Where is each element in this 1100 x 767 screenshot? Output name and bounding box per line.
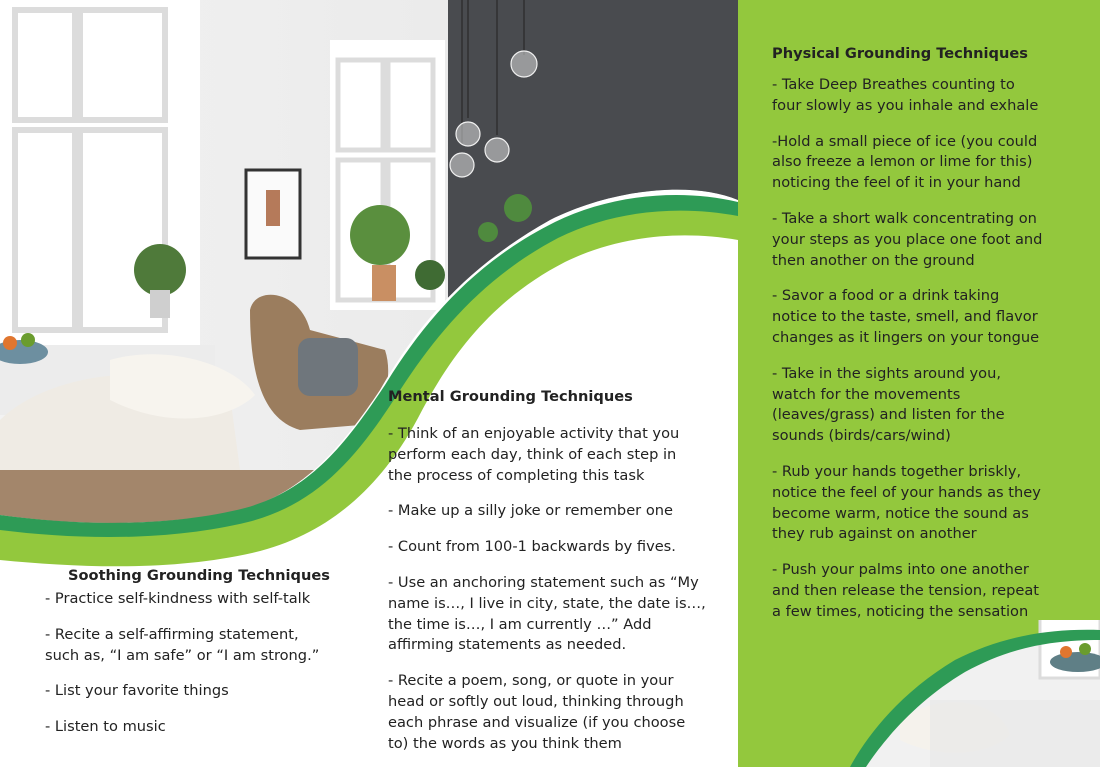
list-item: - Take in the sights around you, watch for the movements (leaves/grass) and listen for the sounds (birds/cars/wind) [772, 364, 1005, 445]
list-item: - List your favorite things [45, 682, 229, 700]
physical-heading: Physical Grounding Techniques [772, 45, 1028, 62]
soothing-heading: Soothing Grounding Techniques [68, 567, 330, 584]
list-item: - Take Deep Breathes counting to four slowly as you inhale and exhale [772, 76, 1039, 114]
mental-section [388, 387, 726, 767]
list-item: - Make up a silly joke or remember one [388, 502, 673, 520]
list-item: - Practice self-kindness with self-talk [45, 590, 311, 607]
list-item: - Listen to music [45, 718, 166, 736]
list-item: - Take a short walk concentrating on your steps as you place one foot and then another on the ground [772, 209, 1043, 269]
list-item: - Recite a poem, song, or quote in your head or softly out loud, thinking through each phrase and visualize (if you choose to) the words as you think them [388, 672, 686, 752]
list-item: - Recite a self-affirming statement, such as, “I am safe” or “I am strong.” [45, 625, 320, 664]
list-item: -Hold a small piece of ice (you could also freeze a lemon or lime for this) noticing the feel of it in your hand [772, 132, 1038, 192]
soothing-section [45, 566, 365, 753]
list-item: - Count from 100-1 backwards by fives. [388, 538, 676, 556]
list-item: - Use an anchoring statement such as “My name is…, I live in city, state, the date is…, the time is…, I am currently …” Add affirming statements as needed. [388, 573, 706, 654]
list-item: - Push your palms into one another and then release the tension, repeat a few times, noticing the sensation [772, 561, 1040, 620]
list-item: - Think of an enjoyable activity that you perform each day, think of each step in the process of completing this task [388, 425, 680, 484]
physical-section [772, 44, 1077, 638]
list-item: - Savor a food or a drink taking notice to the taste, smell, and flavor changes as it lingers on your tongue [772, 287, 1040, 346]
list-item: - Rub your hands together briskly, notice the feel of your hands as they become warm, notice the sound as they rub against on another [772, 462, 1041, 543]
mental-heading: Mental Grounding Techniques [388, 388, 633, 405]
